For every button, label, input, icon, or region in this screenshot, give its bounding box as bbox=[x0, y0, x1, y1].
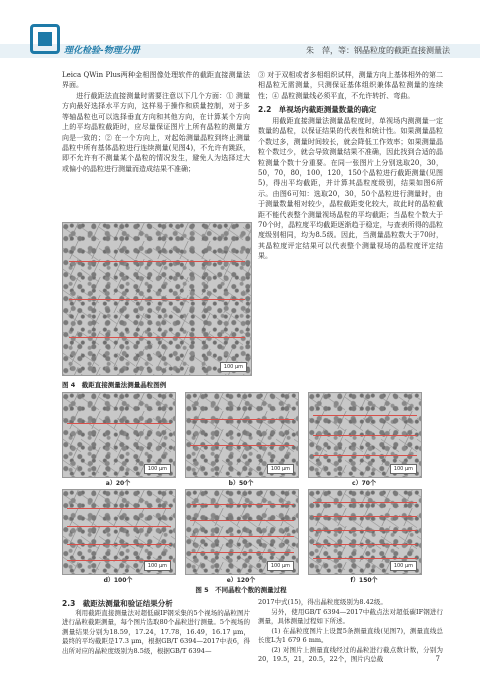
figure4-caption: 图 4 截距直接测量法测量晶粒图例 bbox=[62, 381, 167, 389]
measurement-line bbox=[69, 261, 245, 262]
figure5-panel-c bbox=[308, 392, 422, 478]
figure5-panel-b bbox=[185, 392, 299, 478]
figure5-label-a: a）20个 bbox=[105, 480, 131, 487]
section-2-2-text: 用截距直接测量法测量晶粒度时，单视场内测测量一定数量的晶粒，以保证结果的代表性和统计性。如果测量晶粒个数过多，测量时间较长，就会降低工作效率；如果测量晶粒个数过少，就会导致测量结果不准确，因此找到合适的晶粒测量个数十分重要。在同一张图片上分别选取20，30，50，70，80，100，120，150个晶粒进行截距测量(见图5)，得出平均截距，并计算其晶粒度级别，结果如图6所示。由图6可知：选取20，30，50个晶粒进行测量时，由于测量数量相对较少，晶粒截距变化较大，故此时的晶粒截距不能代表整个测量视场晶粒的平均截距；当晶粒个数大于70个时，晶粒度平均截距逐渐趋于稳定，与查表所得的晶粒度级别相同，均为8.5级。因此，当测量晶粒数大于70时，其晶粒度评定结果可以代表整个测量视场的晶粒度评定结果。 bbox=[258, 117, 443, 261]
measurement-line bbox=[69, 337, 245, 338]
figure5-panel-e bbox=[185, 489, 299, 575]
figure5-panel-a bbox=[62, 392, 176, 478]
scale-bar: 100 μm bbox=[267, 464, 294, 474]
scale-bar: 100 μm bbox=[390, 464, 417, 474]
section-2-2-title: 2.2 单视场内截距测量数量的确定 bbox=[258, 105, 377, 114]
figure5-panel-f bbox=[308, 489, 422, 575]
figure5-label-d: d）100个 bbox=[103, 577, 133, 584]
section-2-3-title: 2.3 截距法测量和验证结果分析 bbox=[62, 599, 173, 608]
figure5-label-c: c）70个 bbox=[352, 480, 376, 487]
scale-bar: 100 μm bbox=[390, 561, 417, 571]
page-number: 7 bbox=[435, 655, 440, 663]
figure5-label-f: f）150个 bbox=[350, 577, 378, 584]
figure5-caption: 图 5 不同晶粒个数的测量过程 bbox=[195, 586, 287, 594]
left-intro-paragraph: Leica QWin Plus两种金相图像处理软件的截距直接测量法界面。 bbox=[62, 71, 250, 90]
figure5-label-b: b）50个 bbox=[228, 480, 254, 487]
scale-bar: 100 μm bbox=[144, 561, 171, 571]
journal-logo bbox=[30, 24, 60, 54]
section-2-3-text-right-1: 2017中式(15)，得出晶粒度级别为8.42级。 bbox=[258, 598, 387, 606]
scale-bar: 100 μm bbox=[267, 561, 294, 571]
journal-name: 理化检验-物理分册 bbox=[64, 46, 140, 56]
scale-bar: 100 μm bbox=[144, 464, 171, 474]
running-title: 朱 萍，等：钢晶粒度的截距直接测量法 bbox=[306, 46, 450, 55]
figure5-label-e: e）120个 bbox=[226, 577, 256, 584]
measurement-line bbox=[69, 299, 245, 300]
section-2-3-text-right-2: 另外，使用GB/T 6394—2017中截点法对超低碳IF钢进行测量，具体测量过程如下所述。 bbox=[258, 608, 443, 626]
section-2-3-text-left: 利用截距直接测量法对超低碳IF钢采集的5个视场的晶粒图片进行晶粒截距测量，每个图片选取80个晶粒进行测量。5个视场的测量结果分别为18.59，17.24，17.78，16.49，16.17 μm，最终的平均截距是17.3 μm，根据GB/T 6394—2017中表6，得出所对应的晶粒度级别为8.5级，根据GB/T 6394— bbox=[62, 609, 250, 655]
scale-bar: 100 μm bbox=[220, 362, 247, 372]
section-2-3-text-right-4: (2) 对图片上测量直线经过的晶粒进行截点数计数，分别为20，19.5，21，20.5，22个，图片内总截 bbox=[258, 646, 443, 664]
figure5-panel-d bbox=[62, 489, 176, 575]
right-notes-paragraph: ③ 对于双相或者多相组织试样，测量方向上基体相外的第二相晶粒无需测量，只测保证基体组织兼体晶粒测量的连续性；④ 晶粒测量线必须平直，不允许转折、弯曲。 bbox=[258, 71, 443, 100]
section-2-3-text-right-3: (1) 在晶粒度图片上设置5条测量直线(见图7)，测量直线总长度L为1 679 6 mm。 bbox=[258, 627, 443, 645]
left-notes-paragraph: 进行截距法直接测量时需要注意以下几个方面：① 测量方向最好选择水平方向，这样易于操作和质量控制，对于多等轴晶粒也可以选择垂直方向和其他方向，在计算某个方向上的平均晶粒截距时，应尽量保证图片上所有晶粒的测量方向是一致的；② 在一个方向上，对起始测量晶粒到终止测量晶粒中所有基体晶粒进行连续测量(见图4)，不允许有跳跃，即不允许有不测量某个晶粒的情况发生，避免人为选择过大或偏小的晶粒进行测量而造成结果不准确； bbox=[62, 92, 250, 173]
figure4-micrograph bbox=[62, 222, 252, 376]
